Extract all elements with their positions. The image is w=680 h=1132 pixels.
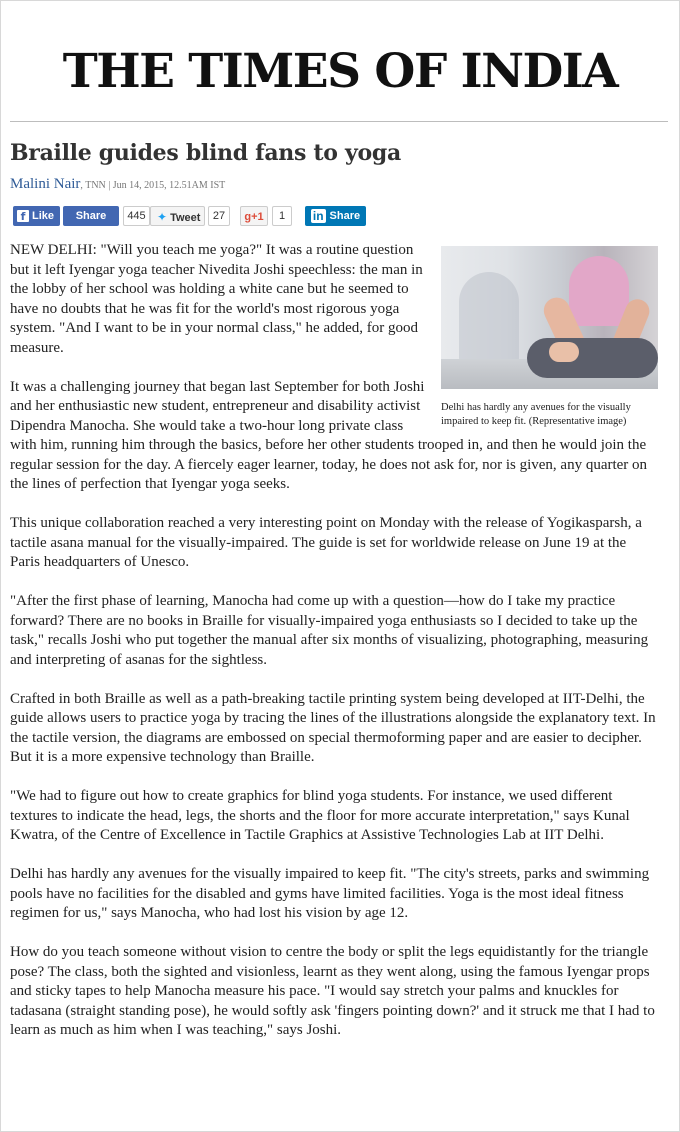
facebook-icon: f — [17, 210, 29, 222]
facebook-like-label: Like — [32, 210, 55, 222]
masthead-logo[interactable]: THE TIMES OF INDIA — [62, 44, 618, 99]
article-figure — [441, 246, 658, 429]
paragraph: This unique collaboration reached a very interesting point on Monday with the release of Yogikasparsh, a tactile asana manual for the visually-impaired. The guide is set for worldwide release on June 19 at the Paris headquarters of Unesco. — [10, 515, 642, 570]
tweet-label: Tweet — [170, 212, 201, 224]
google-plus-button[interactable]: g+1 — [240, 206, 268, 226]
paragraph: Crafted in both Braille as well as a path-breaking tactile printing system being developed at IIT-Delhi, the guide allows users to practice yoga by tracing the lines of the illustrations alongside the explanatory text. In the tactile version, the diagrams are embossed on special thermoforming paper and are easier to decipher. But it is a more expensive technology than Braille. — [10, 690, 656, 765]
twitter-bird-icon: ✦ — [157, 210, 168, 224]
paragraph: Delhi has hardly any avenues for the visually impaired to keep fit. "The city's streets, parks and swimming pools have no facilities for the disabled and gyms have limited facilities. Yoga is the most ideal fitness regimen for us," says Manocha, who had lost his vision by age 12. — [10, 866, 650, 921]
paragraph: How do you teach someone without vision to centre the body or split the legs equidistantly for the triangle pose? The class, both the sighted and visionless, learnt as they went along, using the famous Iyengar props and sticky tapes to help Manocha measure his pace. "I would say stretch your palms and knuckles for tadasana (straight standing pose), he would softly ask 'fingers pointing down?' and it struck me that I had to learn as much as him when I was teaching," says Joshi. — [10, 944, 655, 1038]
article-body — [10, 241, 658, 1060]
facebook-share-button[interactable]: Share — [63, 206, 119, 226]
linkedin-icon: in — [312, 209, 324, 224]
linkedin-share-button[interactable] — [305, 206, 366, 226]
facebook-like-button[interactable] — [13, 206, 60, 226]
social-share-bar — [13, 206, 413, 226]
paragraph: NEW DELHI: "Will you teach me yoga?" It was a routine question but it left Iyengar yoga teacher Nivedita Joshi speechless: the man in the lobby of her school was holding a white cane but he seemed to have no doubts that he was fit for the world's most rigorous yoga system. "And I want to be in your normal class," he added, for good measure. — [10, 242, 423, 356]
facebook-share-count: 445 — [123, 206, 150, 226]
paragraph: "After the first phase of learning, Manocha had come up with a question—how do I take my practice forward? There are no books in Braille for visually-impaired yoga enthusiasts so I decided to take up the task," recalls Joshi who put together the manual after six months of visualizing, photographing, measuring and interpreting of asanas for the sightless. — [10, 593, 649, 668]
linkedin-share-label: Share — [329, 210, 361, 222]
paragraph: "We had to figure out how to create graphics for blind yoga students. For instance, we used different textures to indicate the head, legs, the shorts and the floor for more accurate interpretation," says Kunal Kwatra, of the Centre of Excellence in Tactile Graphics at Assistive Technologies Lab at IIT Delhi. — [10, 788, 630, 843]
paragraph: It was a challenging journey that began last September for both Joshi and her enthusiastic new student, entrepreneur and disability activist Dipendra Manocha. She would take a two-hour long private class with him, running him through the basics, before her other students trooped in, and then he would join the regular session for the day. A fiercely eager learner, today, he does not ask for, nor is given, any quarter on the lines of perfection that Iyengar yoga seeks. — [10, 378, 648, 492]
byline-meta: , TNN | Jun 14, 2015, 12.51AM IST — [80, 180, 226, 191]
byline — [10, 176, 225, 193]
yoga-photo — [441, 246, 658, 389]
tweet-count: 27 — [208, 206, 230, 226]
tweet-button[interactable] — [150, 206, 205, 226]
header-divider — [10, 121, 668, 122]
author-link[interactable]: Malini Nair — [10, 176, 81, 192]
photo-caption: Delhi has hardly any avenues for the visually impaired to keep fit. (Representative image) — [441, 402, 631, 427]
article-headline: Braille guides blind fans to yoga — [10, 140, 401, 166]
google-plus-count: 1 — [272, 206, 292, 226]
